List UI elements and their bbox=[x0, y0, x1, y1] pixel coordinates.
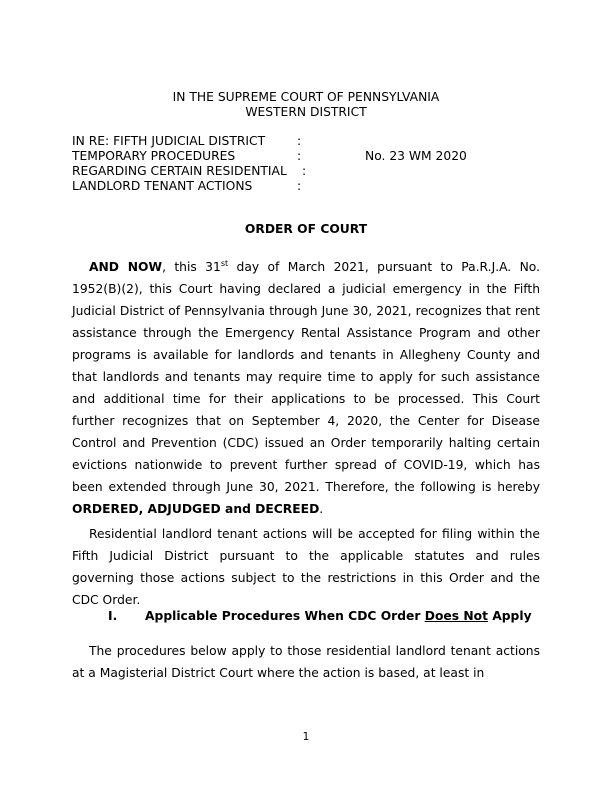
caption-separator: : bbox=[297, 149, 302, 163]
filing-paragraph: Residential landlord tenant actions will be accepted for filing within the Fifth Judicial District pursuant to the applicable statutes and rules governing those actions subject to the restrictions in this Order and the CDC Order. bbox=[72, 527, 540, 607]
procedures-paragraph: The procedures below apply to those residential landlord tenant actions at a Magisterial District Court where the action is based, at least in bbox=[72, 644, 540, 680]
section-title: Apply bbox=[487, 609, 532, 623]
docket-number: No. 23 WM 2020 bbox=[365, 149, 467, 163]
caption-separator: : bbox=[297, 134, 302, 148]
caption-separator: : bbox=[302, 164, 307, 178]
order-title: ORDER OF COURT bbox=[244, 222, 368, 236]
caption-line: TEMPORARY PROCEDURES bbox=[72, 149, 236, 163]
paragraph-text: day of March 2021, pursuant to Pa.R.J.A. No. 1952(B)(2), this Court having declared a judicial emergency in the Fifth Judicial District of Pennsylvania through June 30, 2021, recognizes that rent assistance through the Emergency Rental Assistance Program and other programs is available for landlords and tenants in Allegheny County and that landlords and tenants may require time to apply for such assistance and additional time for their applications to be processed. This Court further recognizes that on September 4, 2020, the Center for Disease Control and Prevention (CDC) issued an Order temporarily halting certain evictions nationwide to prevent further spread of COVID-19, which has been extended through June 30, 2021. Therefore, the following is hereby bbox=[72, 260, 541, 494]
court-district: WESTERN DISTRICT bbox=[245, 105, 367, 119]
court-header bbox=[0, 90, 612, 120]
caption-separator: : bbox=[297, 179, 302, 193]
section-number: I. bbox=[108, 609, 118, 623]
ordered-phrase: ORDERED, ADJUDGED and DECREED bbox=[72, 502, 320, 516]
caption-line: LANDLORD TENANT ACTIONS bbox=[72, 179, 253, 193]
section-title: Applicable Procedures When CDC Order bbox=[145, 609, 425, 623]
caption-line: REGARDING CERTAIN RESIDENTIAL bbox=[72, 164, 287, 178]
section-heading bbox=[108, 608, 532, 624]
court-name: IN THE SUPREME COURT OF PENNSYLVANIA bbox=[172, 90, 440, 104]
section-title-underlined: Does Not bbox=[424, 609, 488, 623]
caption-line: IN RE: FIFTH JUDICIAL DISTRICT bbox=[72, 134, 266, 148]
paragraph-text: , this 31 bbox=[162, 260, 221, 274]
page-number: 1 bbox=[302, 731, 310, 743]
and-now-lead: AND NOW bbox=[89, 260, 163, 274]
paragraph-end: . bbox=[319, 502, 324, 516]
order-paragraph bbox=[72, 256, 540, 520]
ordinal-superscript: st bbox=[220, 258, 229, 268]
